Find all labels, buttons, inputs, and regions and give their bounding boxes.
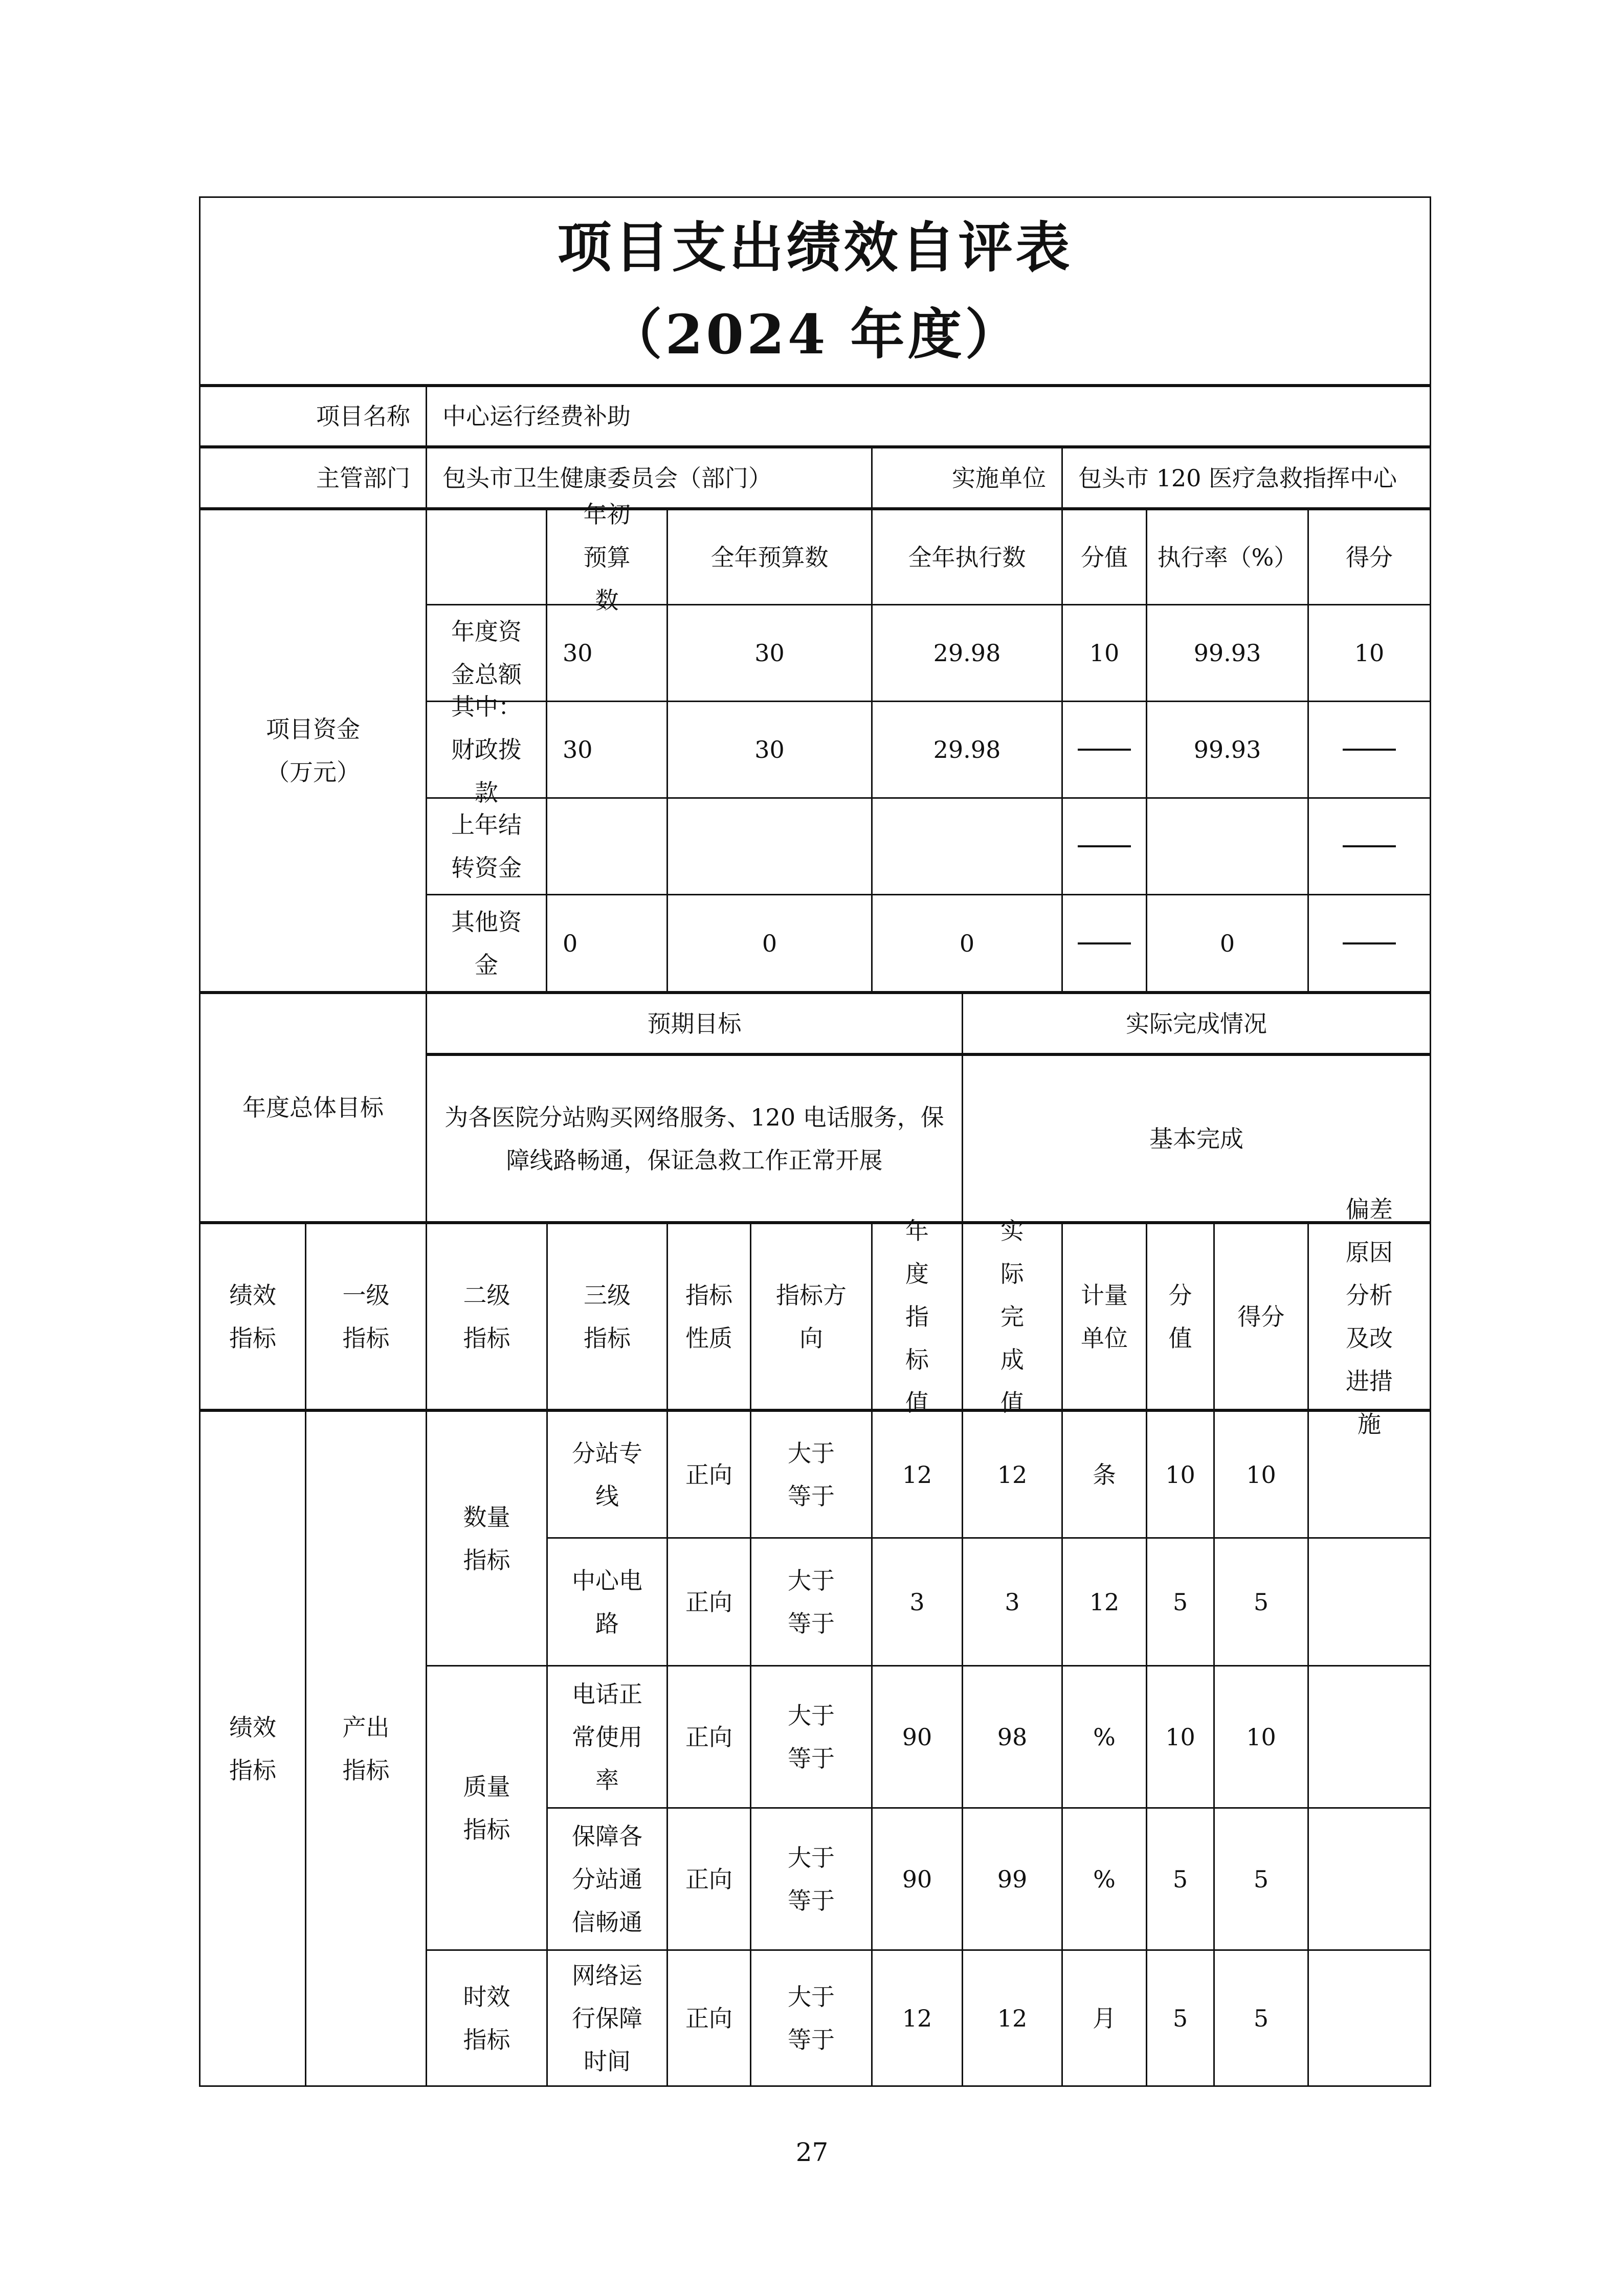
indicator-unit-text: %	[1093, 1723, 1116, 1751]
indicator-header	[1061, 1221, 1147, 1410]
dash-placeholder	[1078, 942, 1131, 944]
funds-value	[1146, 894, 1309, 993]
funds-value	[871, 797, 1063, 895]
page-number: 27	[795, 2137, 829, 2167]
indicator-weight	[1146, 1807, 1215, 1951]
goal-actual-header-text: 实际完成情况	[1126, 1009, 1267, 1038]
indicator-weight-text: 5	[1172, 1588, 1188, 1616]
indicator-unit-text: 条	[1093, 1460, 1116, 1489]
title-block	[199, 196, 1431, 386]
indicator-weight-text: 10	[1165, 1460, 1195, 1489]
funds-value-text: 29.98	[933, 639, 1001, 667]
indicator-direction-text: 大于等于	[788, 1439, 835, 1510]
indicator-score-text: 5	[1253, 2004, 1269, 2032]
indicator-actual	[962, 1665, 1063, 1809]
indicator-target	[871, 1409, 963, 1539]
funds-value-text: 0	[959, 929, 975, 957]
indicator-weight-text: 10	[1165, 1723, 1195, 1751]
funds-header	[1061, 507, 1147, 605]
indicator-header-text: 指标方向	[776, 1281, 847, 1352]
indicator-weight	[1146, 1665, 1215, 1809]
project-name-value	[426, 384, 1431, 447]
funds-value	[1146, 701, 1309, 799]
funds-value-text: 99.93	[1193, 736, 1261, 763]
funds-value	[1307, 797, 1431, 895]
indicator-name-text: 中心电路	[572, 1566, 642, 1637]
indicator-actual	[962, 1409, 1063, 1539]
indicator-actual-text: 12	[997, 2004, 1028, 2032]
funds-value	[1061, 894, 1147, 993]
indicator-target	[871, 1665, 963, 1809]
indicator-direction-text: 大于等于	[788, 1983, 835, 2054]
funds-header	[1307, 507, 1431, 605]
indicator-name-text: 电话正常使用率	[572, 1680, 642, 1794]
indicator-group-text: 时效指标	[463, 1983, 510, 2054]
funds-row-name-text: 上年结转资金	[451, 811, 522, 882]
indicator-note	[1307, 1949, 1431, 2087]
indicator-score-text: 5	[1253, 1865, 1269, 1893]
dash-placeholder	[1343, 942, 1396, 944]
funds-value-text: 30	[754, 639, 785, 667]
page-subtitle: （2024 年度）	[608, 302, 1022, 366]
indicator-nature	[666, 1949, 751, 2087]
indicator-level1	[305, 1409, 427, 2087]
indicator-weight-text: 5	[1172, 1865, 1188, 1893]
indicator-header	[199, 1221, 306, 1410]
goal-actual-text-text: 基本完成	[1149, 1124, 1243, 1153]
indicator-name	[546, 1537, 668, 1667]
unit-value-text: 包头市 120 医疗急救指挥中心	[1078, 464, 1397, 492]
indicator-name	[546, 1949, 668, 2087]
indicator-header	[666, 1221, 751, 1410]
funds-value-text: 30	[563, 639, 593, 667]
indicator-header-text: 绩效指标	[229, 1281, 276, 1352]
unit-label-text: 实施单位	[952, 464, 1046, 492]
indicator-header	[1307, 1195, 1431, 1438]
indicator-group	[426, 1665, 548, 1951]
funds-value	[546, 894, 668, 993]
indicator-score-text: 10	[1246, 1723, 1276, 1751]
project-name-value-text: 中心运行经费补助	[442, 402, 631, 430]
indicator-target	[871, 1537, 963, 1667]
funds-value	[1061, 604, 1147, 702]
indicator-weight	[1146, 1949, 1215, 2087]
funds-row-name	[426, 894, 547, 993]
indicator-note	[1307, 1807, 1431, 1951]
project-name-label-text: 项目名称	[316, 402, 410, 430]
funds-value	[666, 797, 873, 895]
goal-expected-text-text: 为各医院分站购买网络服务、120 电话服务，保障线路畅通，保证急救工作正常开展	[444, 1103, 944, 1174]
indicator-header-text: 实际完成值	[1000, 1217, 1024, 1416]
dept-label	[199, 445, 427, 509]
funds-value-text: 29.98	[933, 736, 1001, 763]
indicator-unit	[1061, 1409, 1147, 1539]
funds-header-text: 分值	[1081, 543, 1128, 571]
indicator-header-text: 年度指标值	[905, 1217, 929, 1416]
funds-value	[1146, 604, 1309, 702]
funds-value-text: 0	[563, 929, 578, 957]
indicator-target	[871, 1807, 963, 1951]
dept-label-text: 主管部门	[316, 464, 410, 492]
funds-value	[871, 701, 1063, 799]
indicator-nature-text: 正向	[685, 2004, 732, 2032]
funds-header-text: 全年预算数	[710, 543, 829, 571]
indicator-target-text: 3	[909, 1588, 925, 1616]
indicator-score	[1213, 1949, 1309, 2087]
funds-header	[1146, 507, 1309, 605]
indicator-direction	[750, 1409, 873, 1539]
indicator-header-text: 指标性质	[685, 1281, 732, 1352]
indicator-header	[305, 1221, 427, 1410]
indicator-header-text: 得分	[1237, 1302, 1285, 1331]
funds-label	[199, 507, 427, 993]
indicator-header	[426, 1221, 548, 1410]
indicator-header-text: 三级指标	[584, 1281, 631, 1352]
funds-header-text: 全年执行数	[908, 543, 1026, 571]
funds-value-text: 0	[762, 929, 777, 957]
indicator-nature-text: 正向	[685, 1460, 732, 1489]
funds-value-text: 99.93	[1193, 639, 1261, 667]
funds-header-text: 得分	[1346, 543, 1393, 571]
indicator-score	[1213, 1409, 1309, 1539]
indicator-unit	[1061, 1949, 1147, 2087]
indicator-level1-text: 产出指标	[342, 1713, 390, 1784]
funds-value	[546, 604, 668, 702]
funds-value	[871, 894, 1063, 993]
funds-header	[871, 507, 1063, 605]
goal-expected-header	[426, 991, 963, 1054]
indicator-nature	[666, 1409, 751, 1539]
indicator-header-text: 偏差原因分析及改进措施	[1346, 1195, 1393, 1438]
indicator-target	[871, 1949, 963, 2087]
indicator-direction	[750, 1807, 873, 1951]
indicator-score-text: 5	[1253, 1588, 1269, 1616]
indicator-score	[1213, 1807, 1309, 1951]
indicator-nature-text: 正向	[685, 1723, 732, 1751]
indicator-nature-text: 正向	[685, 1865, 732, 1893]
indicator-header	[962, 1217, 1063, 1416]
indicator-nature-text: 正向	[685, 1588, 732, 1616]
indicator-name	[546, 1665, 668, 1809]
funds-row-name	[426, 693, 547, 806]
indicator-actual-text: 99	[997, 1865, 1028, 1893]
project-name-label	[199, 384, 427, 447]
indicator-weight	[1146, 1537, 1215, 1667]
funds-row-name-text: 年度资金总额	[451, 618, 522, 688]
indicator-group	[426, 1949, 548, 2087]
indicator-direction	[750, 1665, 873, 1809]
indicator-actual	[962, 1807, 1063, 1951]
funds-value	[666, 894, 873, 993]
indicator-target-text: 90	[902, 1865, 932, 1893]
dash-placeholder	[1078, 749, 1131, 751]
funds-value	[1146, 797, 1309, 895]
indicator-unit	[1061, 1807, 1147, 1951]
indicator-header	[1213, 1221, 1309, 1410]
indicator-level0-text: 绩效指标	[229, 1713, 276, 1784]
goal-actual-header	[962, 991, 1431, 1054]
dash-placeholder	[1343, 845, 1396, 847]
funds-header-text: 执行率（%）	[1157, 543, 1298, 571]
goal-expected-header-text: 预期目标	[647, 1009, 742, 1038]
unit-value	[1061, 445, 1431, 509]
indicator-direction-text: 大于等于	[788, 1843, 835, 1915]
funds-value	[1307, 604, 1431, 702]
indicator-direction	[750, 1949, 873, 2087]
funds-header-text: 年初预算数	[583, 500, 631, 614]
indicator-score	[1213, 1537, 1309, 1667]
goal-label	[199, 991, 427, 1223]
funds-value	[871, 604, 1063, 702]
indicator-group-text: 数量指标	[463, 1503, 510, 1574]
indicator-header	[871, 1217, 963, 1416]
indicator-unit	[1061, 1537, 1147, 1667]
funds-value	[546, 701, 668, 799]
indicator-name	[546, 1807, 668, 1951]
indicator-header-text: 分值	[1168, 1281, 1192, 1352]
indicator-unit-text: 月	[1093, 2004, 1116, 2032]
dash-placeholder	[1078, 845, 1131, 847]
indicator-nature	[666, 1537, 751, 1667]
indicator-name-text: 保障各分站通信畅通	[572, 1822, 642, 1936]
funds-value-text: 30	[754, 736, 785, 763]
funds-value-text: 10	[1089, 639, 1120, 667]
indicator-group	[426, 1409, 548, 1667]
funds-value	[1307, 701, 1431, 799]
page-title: 项目支出绩效自评表	[557, 215, 1073, 279]
goal-expected-text	[426, 1053, 963, 1223]
indicator-note	[1307, 1665, 1431, 1809]
dash-placeholder	[1343, 749, 1396, 751]
funds-header	[546, 500, 668, 614]
funds-value	[546, 797, 668, 895]
funds-header	[666, 507, 873, 605]
funds-value	[1307, 894, 1431, 993]
indicator-header	[546, 1221, 668, 1410]
funds-value-text: 10	[1354, 639, 1385, 667]
indicator-actual-text: 3	[1005, 1588, 1020, 1616]
dept-value-text: 包头市卫生健康委员会（部门）	[442, 464, 772, 492]
indicator-actual-text: 12	[997, 1460, 1028, 1489]
indicator-actual-text: 98	[997, 1723, 1028, 1751]
funds-value	[666, 604, 873, 702]
goal-label-text: 年度总体目标	[242, 1094, 384, 1121]
indicator-name	[546, 1409, 668, 1539]
indicator-nature	[666, 1665, 751, 1809]
indicator-direction-text: 大于等于	[788, 1701, 835, 1772]
indicator-header-text: 二级指标	[463, 1281, 510, 1352]
indicator-weight	[1146, 1409, 1215, 1539]
indicator-header	[750, 1221, 873, 1410]
indicator-actual	[962, 1949, 1063, 2087]
funds-value	[1061, 701, 1147, 799]
indicator-target-text: 90	[902, 1723, 932, 1751]
indicator-level0	[199, 1409, 306, 2087]
indicator-note	[1307, 1537, 1431, 1667]
funds-value	[1061, 797, 1147, 895]
indicator-score-text: 10	[1246, 1460, 1276, 1489]
indicator-direction	[750, 1537, 873, 1667]
funds-row-name-text: 其中：财政拨款	[451, 693, 522, 806]
funds-value-text: 30	[563, 736, 593, 763]
indicator-target-text: 12	[902, 1460, 932, 1489]
indicator-weight-text: 5	[1172, 2004, 1188, 2032]
indicator-header-text: 一级指标	[342, 1281, 390, 1352]
funds-label-text: 项目资金（万元）	[266, 715, 360, 786]
indicator-header	[1146, 1221, 1215, 1410]
indicator-unit	[1061, 1665, 1147, 1809]
indicator-header-text: 计量单位	[1081, 1281, 1128, 1352]
dept-value	[426, 445, 873, 509]
unit-label	[871, 445, 1063, 509]
indicator-target-text: 12	[902, 2004, 932, 2032]
funds-value	[666, 701, 873, 799]
funds-row-name	[426, 797, 547, 895]
indicator-group-text: 质量指标	[463, 1772, 510, 1843]
funds-header-blank	[426, 507, 547, 605]
indicator-nature	[666, 1807, 751, 1951]
indicator-score	[1213, 1665, 1309, 1809]
indicator-name-text: 网络运行保障时间	[572, 1961, 642, 2075]
indicator-unit-text: 12	[1089, 1588, 1120, 1616]
indicator-unit-text: %	[1093, 1865, 1116, 1893]
indicator-actual	[962, 1537, 1063, 1667]
indicator-note	[1307, 1409, 1431, 1539]
funds-value-text: 0	[1219, 929, 1235, 957]
indicator-direction-text: 大于等于	[788, 1566, 835, 1637]
indicator-name-text: 分站专线	[572, 1439, 642, 1510]
funds-row-name-text: 其他资金	[451, 908, 522, 979]
